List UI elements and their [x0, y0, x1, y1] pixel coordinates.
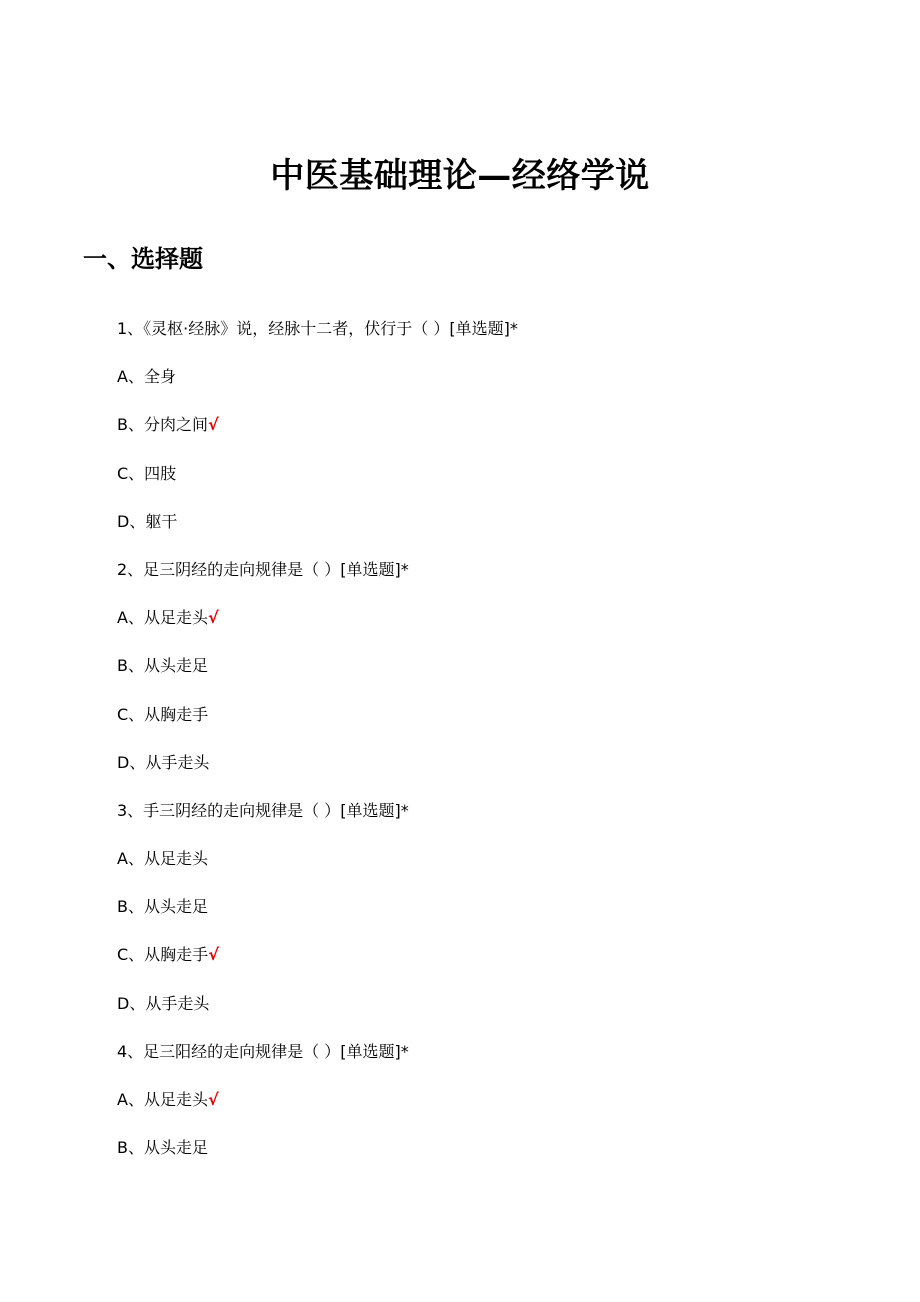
- option-text: B、分肉之间: [117, 415, 208, 435]
- option-text: D、从手走头: [117, 752, 210, 772]
- answer-option: [117, 457, 877, 505]
- answer-option: [117, 938, 877, 986]
- correct-check-icon: √: [207, 1090, 219, 1109]
- answer-option: [117, 360, 877, 408]
- question-stem: [117, 553, 877, 601]
- question-text: 3、手三阴经的走向规律是（ ）[单选题]*: [117, 800, 409, 820]
- answer-option: [117, 1131, 877, 1179]
- option-text: A、从足走头: [117, 1090, 208, 1109]
- question-stem: [117, 1035, 877, 1083]
- answer-option: [117, 890, 877, 938]
- document-title: 中医基础理论—经络学说: [270, 156, 650, 196]
- option-text: B、从头走足: [117, 656, 208, 676]
- correct-check-icon: √: [208, 945, 219, 965]
- answer-option: [117, 601, 877, 649]
- answer-option: [117, 842, 877, 890]
- section-heading: 一、选择题: [83, 245, 203, 273]
- option-text: A、从足走头: [117, 608, 208, 628]
- option-text: D、从手走头: [117, 993, 210, 1013]
- answer-option: [117, 649, 877, 697]
- answer-option: [117, 408, 877, 456]
- option-text: A、从足走头: [117, 849, 208, 869]
- answer-option: [117, 698, 877, 746]
- option-text: C、从胸走手: [117, 945, 209, 965]
- option-text: C、从胸走手: [117, 704, 209, 724]
- correct-check-icon: √: [207, 608, 219, 628]
- option-text: B、从头走足: [117, 1138, 208, 1158]
- answer-option: [117, 987, 877, 1035]
- question-stem: [117, 794, 877, 842]
- question-stem: [117, 312, 877, 360]
- answer-option: [117, 746, 877, 794]
- question-text: 1、《灵枢·经脉》说，经脉十二者，伏行于（ ）[单选题]*: [117, 319, 518, 338]
- option-text: D、躯干: [117, 511, 178, 531]
- option-text: C、四肢: [117, 463, 177, 483]
- answer-option: [117, 505, 877, 553]
- correct-check-icon: √: [207, 415, 219, 435]
- question-text: 4、足三阳经的走向规律是（ ）[单选题]*: [117, 1041, 409, 1061]
- answer-option: [117, 1083, 877, 1131]
- option-text: A、全身: [117, 367, 176, 387]
- option-text: B、从头走足: [117, 897, 208, 917]
- question-list: [117, 312, 877, 1179]
- question-text: 2、足三阴经的走向规律是（ ）[单选题]*: [117, 559, 409, 579]
